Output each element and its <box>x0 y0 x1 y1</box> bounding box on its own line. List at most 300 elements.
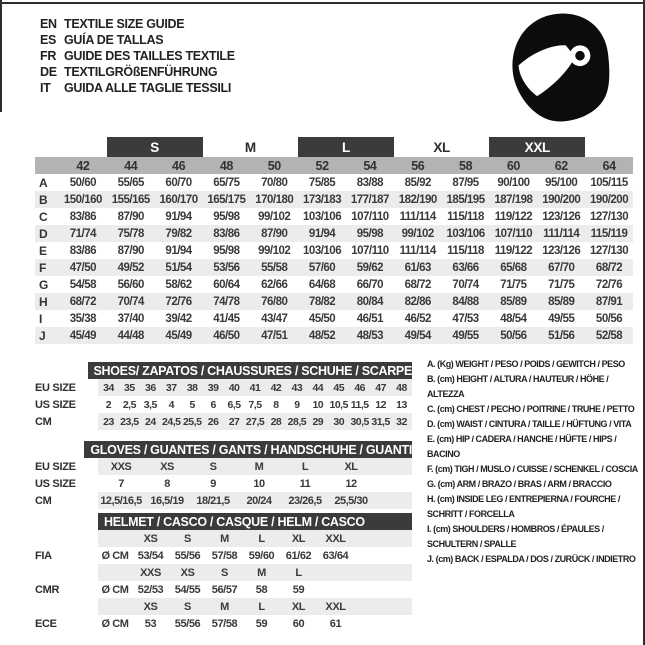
row-label: I <box>39 311 43 326</box>
row-label: H <box>39 294 48 309</box>
table-row <box>35 310 633 327</box>
cell: 85/89 <box>548 295 575 308</box>
cell: 12 <box>345 477 357 490</box>
cell: 84/88 <box>452 295 479 308</box>
cell: 65/75 <box>213 176 240 189</box>
cell: 119/122 <box>494 210 533 223</box>
cell: 30,5 <box>350 415 369 428</box>
cell: 78/82 <box>308 295 336 308</box>
table-row <box>35 242 633 259</box>
cell: 103/106 <box>446 227 485 240</box>
cell: 58/62 <box>165 278 192 291</box>
cell: 46/51 <box>356 312 384 325</box>
cell: 59 <box>292 583 305 596</box>
language-title: TEXTILE SIZE GUIDE <box>64 17 185 31</box>
title-gap <box>35 362 88 379</box>
cell: 62/66 <box>261 278 288 291</box>
cell: 155/165 <box>111 193 150 206</box>
cell: 27,5 <box>245 415 265 428</box>
cell: 61/62 <box>285 549 312 562</box>
row-label: ECE <box>35 617 57 630</box>
gloves-rows <box>35 458 412 509</box>
legend-item: B. (cm) HEIGHT / ALTURA / HAUTEUR / HÖHE / ALTEZZA <box>427 374 609 399</box>
cell: 49/55 <box>452 329 479 342</box>
cell: 58 <box>255 583 268 596</box>
cell: 99/102 <box>401 227 434 240</box>
cell: XXL <box>325 600 346 613</box>
cell: 190/200 <box>590 193 629 206</box>
row-values <box>98 530 412 547</box>
table-row <box>35 208 633 225</box>
cell: 48 <box>396 381 407 394</box>
gloves-size-table <box>35 441 412 509</box>
cell: 87/90 <box>117 244 144 257</box>
cell: 49/55 <box>548 312 575 325</box>
cell: 23 <box>103 415 114 428</box>
size-group-xl: XL <box>433 139 450 155</box>
cell: 24,5 <box>162 415 181 428</box>
row-label: B <box>39 192 48 207</box>
cell: 107/110 <box>351 244 389 257</box>
numeric-size-header: 60 <box>506 158 520 173</box>
unit-cell: Ø CM <box>101 549 129 562</box>
cell: 2 <box>105 398 112 411</box>
cell: 123/126 <box>542 210 581 223</box>
cell: 45/49 <box>69 329 97 342</box>
row-label: EU SIZE <box>35 460 76 473</box>
cell: 59/60 <box>248 549 275 562</box>
title-gap <box>35 441 84 458</box>
cell: XS <box>160 460 174 473</box>
cell: 55/58 <box>261 261 288 274</box>
cell: 45/50 <box>308 312 336 325</box>
cell: 46/50 <box>213 329 240 342</box>
row-label: CM <box>35 415 52 428</box>
cell: 70/74 <box>117 295 144 308</box>
cell: 123/126 <box>542 244 581 257</box>
cell: 115/119 <box>590 227 628 240</box>
helmet-table-title: HELMET / CASCO / CASQUE / HELM / CASCO <box>98 513 412 530</box>
cell: 57/58 <box>211 617 238 630</box>
cell: 55/65 <box>117 176 144 189</box>
cell: XS <box>180 566 195 579</box>
row-values <box>98 413 412 430</box>
cell: 70/74 <box>452 278 479 291</box>
cell: 25,5/30 <box>334 494 368 507</box>
cell: 61 <box>329 617 342 630</box>
helmet-rows <box>35 530 412 632</box>
cell: 107/110 <box>494 227 533 240</box>
legend-item: E. (cm) HIP / CADERA / HANCHE / HÜFTE / HIPS / BACINO <box>427 434 617 459</box>
cell: 165/175 <box>207 193 246 206</box>
cell: S <box>184 600 191 613</box>
cell: 10,5 <box>329 398 348 411</box>
cell: 3,5 <box>143 398 157 411</box>
table-row <box>35 259 633 276</box>
table-row <box>35 413 412 430</box>
cell: S <box>209 460 217 473</box>
cell: 48/53 <box>356 329 384 342</box>
cell: 83/86 <box>69 210 97 223</box>
legend-item: C. (cm) CHEST / PECHO / POITRINE / TRUHE / PETTO <box>427 404 635 414</box>
legend-item: D. (cm) WAIST / CINTURA / TAILLE / HÜFTUNG / VITA <box>427 419 632 429</box>
cell: 91/94 <box>165 210 192 223</box>
language-line <box>40 80 235 96</box>
cell: XXL <box>325 532 346 545</box>
cell: 46/52 <box>404 312 431 325</box>
row-label: US SIZE <box>35 398 76 411</box>
textile-size-table <box>35 137 633 344</box>
cell: 53/56 <box>213 261 240 274</box>
cell: 182/190 <box>398 193 437 206</box>
cell: 119/122 <box>494 244 533 257</box>
language-line <box>40 64 235 80</box>
numeric-size-header: 64 <box>602 158 616 173</box>
cell: 150/160 <box>63 193 102 206</box>
cell: 47/51 <box>261 329 288 342</box>
cell: 60/70 <box>165 176 192 189</box>
cell: 8 <box>164 477 170 490</box>
numeric-size-header: 56 <box>411 158 425 173</box>
row-label: C <box>39 209 48 224</box>
row-label: FIA <box>35 549 52 562</box>
language-code: EN <box>40 17 57 31</box>
cell: 75/85 <box>308 176 336 189</box>
cell: 83/88 <box>356 176 384 189</box>
cell: 49/54 <box>404 329 431 342</box>
cell: XS <box>143 532 158 545</box>
cell: 28,5 <box>287 415 307 428</box>
row-label: US SIZE <box>35 477 76 490</box>
numeric-size-header: 54 <box>363 158 377 173</box>
row-values <box>98 581 412 598</box>
cell: 50/60 <box>69 176 97 189</box>
legend-item: A. (Kg) WEIGHT / PESO / POIDS / GEWITCH / PESO <box>427 359 625 369</box>
cell: 76/80 <box>261 295 288 308</box>
cell: 64/68 <box>308 278 336 291</box>
cell: 57/58 <box>211 549 238 562</box>
cell: 82/86 <box>404 295 431 308</box>
table-row <box>35 327 633 344</box>
cell: 45/49 <box>165 329 192 342</box>
cell: 28 <box>270 415 282 428</box>
row-values <box>98 492 412 509</box>
cell: 12,5/16,5 <box>100 494 142 507</box>
numeric-size-header: 42 <box>76 158 90 173</box>
size-group-blank-right <box>585 137 633 157</box>
size-group-s: S <box>107 137 203 157</box>
cell: 54/55 <box>174 583 201 596</box>
legend-item: F. (cm) TIGH / MUSLO / CUISSE / SCHENKEL / COSCIA <box>427 464 638 474</box>
cell: 85/89 <box>500 295 527 308</box>
cell: 72/76 <box>165 295 192 308</box>
cell: 31,5 <box>371 415 390 428</box>
cell: 177/187 <box>350 193 389 206</box>
cell: 30 <box>333 415 345 428</box>
cell: 53 <box>144 617 157 630</box>
row-label: E <box>39 243 48 258</box>
cell: 59/62 <box>356 261 384 274</box>
cell: 34 <box>103 381 114 394</box>
row-label: F <box>39 260 47 275</box>
shoes-size-table <box>35 362 412 430</box>
language-title: GUÍA DE TALLAS <box>64 33 164 47</box>
cell: 7,5 <box>248 398 262 411</box>
cell: 190/200 <box>542 193 581 206</box>
cell: 127/130 <box>590 210 629 223</box>
cell: 25,5 <box>182 415 202 428</box>
table-row <box>35 475 412 492</box>
cell: 9 <box>294 398 300 411</box>
table-row <box>35 379 412 396</box>
row-label: A <box>39 175 48 190</box>
cell: 41 <box>249 381 261 394</box>
cell: 83/86 <box>213 227 240 240</box>
shoes-rows <box>35 379 412 430</box>
table-row <box>35 547 412 564</box>
cell: 9 <box>210 477 216 490</box>
cell: 90/100 <box>497 176 530 189</box>
numeric-size-header: 62 <box>554 158 568 173</box>
cell: 71/75 <box>548 278 575 291</box>
cell: 6 <box>210 398 216 411</box>
cell: 48/54 <box>500 312 527 325</box>
cell: 12 <box>375 398 386 411</box>
cell: 95/98 <box>213 244 240 257</box>
row-label <box>35 564 98 581</box>
cell: 70/80 <box>261 176 288 189</box>
cell: 63/64 <box>322 549 349 562</box>
cell: 115/118 <box>447 244 484 257</box>
cell: 66/70 <box>356 278 384 291</box>
unit-cell: Ø CM <box>101 617 129 630</box>
legend-item: G. (cm) ARM / BRAZO / BRAS / ARM / BRACCIO <box>427 479 612 489</box>
row-label: CMR <box>35 583 60 596</box>
cell: 47/50 <box>69 261 97 274</box>
row-values <box>98 598 412 615</box>
cell: 27 <box>228 415 240 428</box>
cell: S <box>184 532 191 545</box>
language-title: GUIDA ALLE TAGLIE TESSILI <box>64 81 232 95</box>
cell: 49/52 <box>117 261 144 274</box>
cell: 67/70 <box>548 261 575 274</box>
numeric-size-header: 48 <box>219 158 233 173</box>
table-row <box>35 492 412 509</box>
cell: 91/94 <box>165 244 192 257</box>
cell: 16,5/19 <box>150 494 184 507</box>
cell: 79/82 <box>165 227 192 240</box>
cell: S <box>221 566 228 579</box>
measurement-legend <box>427 357 642 567</box>
cell: 68/72 <box>69 295 97 308</box>
cell: 39/42 <box>165 312 192 325</box>
row-label <box>35 598 98 615</box>
cell: 56/57 <box>211 583 238 596</box>
cell: 107/110 <box>351 210 389 223</box>
cell: 4 <box>168 398 174 411</box>
cell: 60 <box>292 617 305 630</box>
cell: 99/102 <box>258 210 291 223</box>
helmet-size-table <box>35 513 412 632</box>
language-line <box>40 16 235 32</box>
cell: 187/198 <box>494 193 533 206</box>
cell: 74/78 <box>213 295 240 308</box>
cell: 8 <box>273 398 279 411</box>
language-code: DE <box>40 65 57 79</box>
cell: 91/94 <box>308 227 336 240</box>
table-row <box>35 293 633 310</box>
cell: L <box>301 460 309 473</box>
legend-item: J. (cm) BACK / ESPALDA / DOS / ZURÜCK / INDIETRO <box>427 554 636 564</box>
cell: 185/195 <box>446 193 485 206</box>
cell: 68/72 <box>595 261 623 274</box>
cell: L <box>295 566 302 579</box>
cell: 53/54 <box>137 549 164 562</box>
row-values <box>98 547 412 564</box>
cell: 43/47 <box>261 312 288 325</box>
row-values <box>98 475 412 492</box>
cell: 43 <box>291 381 303 394</box>
cell: 47 <box>375 381 386 394</box>
cell: 160/170 <box>159 193 198 206</box>
cell: 75/78 <box>117 227 144 240</box>
cell: 7 <box>118 477 124 490</box>
row-label: CM <box>35 494 52 507</box>
cell: 71/75 <box>500 278 527 291</box>
cell: 26 <box>207 415 219 428</box>
cell: 41/45 <box>213 312 240 325</box>
cell: 23/26,5 <box>288 494 322 507</box>
cell: 50/56 <box>595 312 623 325</box>
cell: 29 <box>312 415 324 428</box>
cell: 87/90 <box>117 210 144 223</box>
top-border-line <box>0 2 645 4</box>
measurement-rows <box>35 174 633 344</box>
left-border-line <box>0 0 2 112</box>
cell: 80/84 <box>356 295 384 308</box>
table-row <box>35 564 412 581</box>
language-code: ES <box>40 33 57 47</box>
cell: 44/48 <box>117 329 144 342</box>
cell: 87/91 <box>595 295 623 308</box>
cell: M <box>220 532 229 545</box>
size-group-m: M <box>244 139 256 155</box>
cell: 13 <box>396 398 407 411</box>
row-label: J <box>39 328 46 343</box>
cell: 35 <box>124 381 135 394</box>
cell: 6,5 <box>227 398 241 411</box>
table-row <box>35 615 412 632</box>
cell: 127/130 <box>590 244 629 257</box>
language-title: TEXTILGRÖßENFÜHRUNG <box>64 65 218 79</box>
table-row <box>35 276 633 293</box>
cell: XL <box>344 460 358 473</box>
cell: 54/58 <box>69 278 97 291</box>
cell: 103/106 <box>303 244 342 257</box>
language-title: GUIDE DES TAILLES TEXTILE <box>64 49 235 63</box>
cell: 115/118 <box>447 210 484 223</box>
cell: 39 <box>207 381 219 394</box>
row-label: EU SIZE <box>35 381 76 394</box>
table-row <box>35 191 633 208</box>
cell: 111/114 <box>399 210 436 223</box>
numeric-size-header-row <box>35 157 633 174</box>
cell: 36 <box>144 381 156 394</box>
row-values <box>98 379 412 396</box>
numeric-size-header: 52 <box>315 158 329 173</box>
size-group-l: L <box>298 137 394 157</box>
cell: 47/53 <box>452 312 479 325</box>
table-row <box>35 396 412 413</box>
cell: 71/74 <box>69 227 97 240</box>
cell: 103/106 <box>303 210 342 223</box>
helmet-title-row <box>35 513 412 530</box>
language-code: FR <box>40 49 57 63</box>
cell: 52/53 <box>137 583 164 596</box>
helmet-icon <box>508 12 616 124</box>
cell: 61/63 <box>404 261 431 274</box>
cell: XXS <box>110 460 132 473</box>
cell: 35/38 <box>69 312 97 325</box>
numeric-size-header: 46 <box>172 158 186 173</box>
language-line <box>40 48 235 64</box>
cell: M <box>220 600 229 613</box>
unit-cell: Ø CM <box>101 583 129 596</box>
cell: 85/92 <box>404 176 431 189</box>
cell: 55/56 <box>174 617 201 630</box>
cell: 72/76 <box>595 278 623 291</box>
table-row <box>35 174 633 191</box>
table-row <box>35 530 412 547</box>
cell: 37 <box>165 381 177 394</box>
cell: 2,5 <box>122 398 136 411</box>
cell: 95/100 <box>545 176 578 189</box>
table-row <box>35 581 412 598</box>
cell: L <box>258 532 265 545</box>
cell: 63/66 <box>452 261 479 274</box>
cell: 5 <box>189 398 195 411</box>
cell: 173/183 <box>303 193 342 206</box>
size-groups-row <box>35 137 633 157</box>
title-gap <box>35 513 98 530</box>
row-label <box>35 530 98 547</box>
language-legend <box>40 16 235 96</box>
cell: 57/60 <box>308 261 336 274</box>
cell: 46 <box>354 381 365 394</box>
cell: 56/60 <box>117 278 144 291</box>
cell: 38 <box>186 381 198 394</box>
row-values <box>98 458 412 475</box>
row-values <box>98 615 412 632</box>
cell: 37/40 <box>117 312 144 325</box>
cell: 10 <box>253 477 265 490</box>
cell: L <box>258 600 265 613</box>
cell: 87/90 <box>261 227 288 240</box>
shoes-table-title: SHOES/ ZAPATOS / CHAUSSURES / SCHUHE / SCARPE <box>88 362 413 379</box>
cell: 45 <box>333 381 345 394</box>
row-label: G <box>39 277 49 292</box>
legend-item: H. (cm) INSIDE LEG / ENTREPIERNA / FOURCHE / SCHRITT / FORCELLA <box>427 494 620 519</box>
cell: 170/180 <box>255 193 294 206</box>
size-group-xxl: XXL <box>489 137 585 157</box>
row-values <box>98 564 412 581</box>
gloves-title-row <box>35 441 412 458</box>
cell: 55/56 <box>174 549 201 562</box>
language-line <box>40 32 235 48</box>
legend-item: I. (cm) SHOULDERS / HOMBROS / ÉPAULES / SCHULTERN / SPALLE <box>427 524 604 549</box>
cell: 42 <box>270 381 282 394</box>
numeric-size-header: 44 <box>124 158 138 173</box>
